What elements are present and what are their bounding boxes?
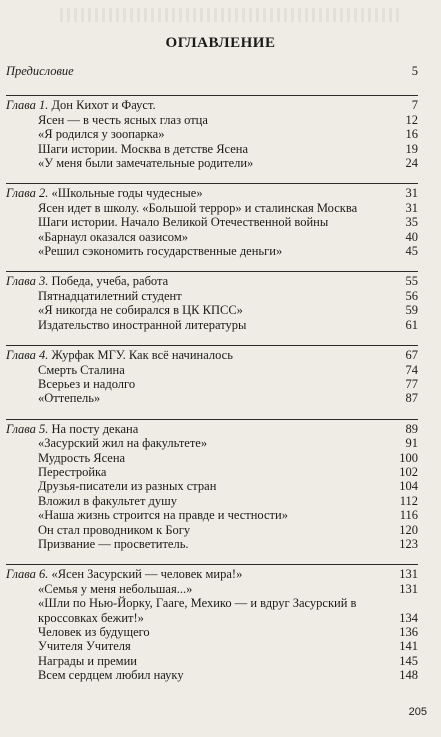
page-title: ОГЛАВЛЕНИЕ: [165, 35, 276, 51]
entry-page-number: 40: [405, 229, 418, 244]
toc-section: [6, 271, 418, 335]
toc-entry-title: [38, 523, 392, 537]
toc-section: [6, 62, 418, 81]
toc-subentry[interactable]: [6, 494, 418, 508]
entry-text: Пятнадцатилетний студент: [38, 288, 182, 303]
entry-text: Мудрость Ясена: [38, 450, 126, 465]
toc-entry-title: [38, 127, 392, 141]
entry-page-number: 74: [405, 362, 418, 377]
entry-text: «Барнаул оказался оазисом»: [38, 229, 188, 244]
toc-subentry[interactable]: [6, 451, 418, 465]
entry-page-number: 24: [405, 156, 418, 171]
entry-page-number: 67: [405, 348, 418, 363]
entry-page-number: 136: [399, 625, 418, 639]
chapter-number: Глава 2.: [6, 186, 49, 201]
entry-text: На посту декана: [51, 421, 139, 436]
entry-text: Дон Кихот и Фауст.: [51, 98, 156, 113]
toc-entry-title: [38, 230, 392, 244]
toc-subentry[interactable]: [6, 639, 418, 653]
entry-text: «Школьные годы чудесные»: [51, 186, 203, 201]
toc-entry-title: [38, 215, 392, 229]
entry-page-number: 16: [405, 127, 418, 142]
toc-entry-title: [38, 465, 392, 479]
toc-chapter-entry[interactable]: [6, 186, 418, 200]
toc-entry-title: [38, 318, 392, 332]
toc-entry-title: [38, 654, 392, 668]
toc-entry-title: [38, 625, 392, 639]
entry-text: «Шли по Нью-Йорку, Гааге, Мехико — и вдруг Засурский в кроссовках бежит!»: [38, 596, 357, 625]
toc-entry-title: [38, 391, 392, 405]
entry-page-number: 19: [405, 141, 418, 156]
toc-subentry[interactable]: [6, 244, 418, 258]
toc-entry-title: [38, 451, 392, 465]
toc-subentry[interactable]: [6, 668, 418, 682]
toc-entry-title: [38, 537, 392, 551]
toc-subentry[interactable]: [6, 537, 418, 551]
entry-text: Всем сердцем любил науку: [38, 668, 184, 683]
toc-entry-title: [38, 508, 392, 522]
entry-text: Вложил в факультет душу: [38, 493, 178, 508]
toc-subentry[interactable]: [6, 465, 418, 479]
toc-entry-title: [6, 274, 392, 288]
entry-page-number: 31: [405, 200, 418, 215]
entry-page-number: 59: [405, 303, 418, 318]
toc-subentry[interactable]: [6, 363, 418, 377]
toc-entry-title: [38, 582, 392, 596]
entry-text: Он стал проводником к Богу: [38, 522, 191, 537]
toc-subentry[interactable]: [6, 508, 418, 522]
toc-subentry[interactable]: [6, 201, 418, 215]
toc-entry-title: [38, 494, 392, 508]
toc-subentry[interactable]: [6, 318, 418, 332]
toc-subentry[interactable]: [6, 113, 418, 127]
toc-entry-title: [6, 98, 392, 112]
entry-page-number: 104: [399, 479, 418, 494]
entry-text: Перестройка: [38, 464, 107, 479]
entry-text: Всерьез и надолго: [38, 376, 136, 391]
entry-page-number: 31: [405, 186, 418, 201]
toc-entry-title: [38, 244, 392, 258]
toc-subentry[interactable]: [6, 377, 418, 391]
toc-subentry[interactable]: [6, 303, 418, 317]
toc-subentry[interactable]: [6, 596, 418, 625]
entry-page-number: 131: [399, 567, 418, 582]
toc-chapter-entry[interactable]: [6, 348, 418, 362]
toc-section: [6, 95, 418, 173]
toc-entry-title: [38, 668, 392, 682]
entry-text: «Решил сэкономить государственные деньги»: [38, 244, 283, 259]
toc-section: [6, 345, 418, 409]
toc-entry-title: [6, 186, 392, 200]
entry-text: «Я никогда не собирался в ЦК КПСС»: [38, 303, 243, 318]
table-of-contents: [6, 62, 418, 686]
toc-subentry[interactable]: [6, 625, 418, 639]
page-number: 205: [408, 706, 427, 718]
entry-page-number: 89: [405, 421, 418, 436]
toc-subentry[interactable]: [6, 142, 418, 156]
entry-text: Награды и премии: [38, 653, 137, 668]
entry-text: Учителя Учителя: [38, 639, 131, 654]
toc-subentry[interactable]: [6, 436, 418, 450]
entry-page-number: 7: [411, 98, 418, 113]
entry-text: «Ясен Засурский — человек мира!»: [51, 567, 243, 582]
toc-entry-title: [6, 348, 392, 362]
toc-entry-title: [38, 113, 392, 127]
toc-subentry[interactable]: [6, 127, 418, 141]
toc-subentry[interactable]: [6, 289, 418, 303]
entry-text: Человек из будущего: [38, 625, 150, 639]
show-through-text: [60, 8, 400, 22]
chapter-number: Глава 4.: [6, 348, 49, 363]
entry-text: Шаги истории. Москва в детстве Ясена: [38, 141, 249, 156]
toc-entry-title: [38, 596, 392, 625]
toc-chapter-entry[interactable]: [6, 274, 418, 288]
entry-text: Ясен — в честь ясных глаз отца: [38, 112, 208, 127]
entry-page-number: 56: [405, 288, 418, 303]
toc-section: [6, 419, 418, 555]
toc-entry-title: [38, 201, 392, 215]
chapter-number: Предисловие: [6, 64, 74, 78]
toc-entry-title: [38, 377, 392, 391]
chapter-number: Глава 5.: [6, 421, 49, 436]
entry-page-number: 102: [399, 464, 418, 479]
entry-text: Смерть Сталина: [38, 362, 125, 377]
toc-entry-title: [6, 64, 392, 78]
entry-page-number: 12: [405, 112, 418, 127]
entry-text: «Засурский жил на факультете»: [38, 436, 208, 451]
toc-subentry[interactable]: [6, 391, 418, 405]
toc-entry-title: [38, 289, 392, 303]
entry-page-number: 145: [399, 653, 418, 668]
toc-chapter-entry[interactable]: [6, 567, 418, 581]
entry-page-number: 91: [405, 436, 418, 451]
entry-page-number: 148: [399, 668, 418, 683]
toc-entry-title: [38, 303, 392, 317]
toc-subentry[interactable]: [6, 215, 418, 229]
toc-chapter-entry[interactable]: [6, 422, 418, 436]
entry-text: «Я родился у зоопарка»: [38, 127, 165, 142]
toc-entry-title: [38, 363, 392, 377]
entry-page-number: 100: [399, 450, 418, 465]
entry-text: «Оттепель»: [38, 391, 101, 406]
entry-text: Издательство иностранной литературы: [38, 317, 247, 332]
toc-section: [6, 564, 418, 685]
entry-text: Победа, учеба, работа: [51, 274, 169, 289]
toc-subentry[interactable]: [6, 582, 418, 596]
entry-text: Призвание — просветитель.: [38, 536, 189, 551]
toc-chapter-entry[interactable]: [6, 64, 418, 78]
entry-text: «У меня были замечательные родители»: [38, 156, 254, 171]
chapter-number: Глава 6.: [6, 567, 49, 582]
chapter-number: Глава 3.: [6, 274, 49, 289]
entry-page-number: 141: [399, 639, 418, 654]
toc-entry-title: [38, 142, 392, 156]
toc-section: [6, 183, 418, 261]
entry-page-number: 120: [399, 522, 418, 537]
toc-subentry[interactable]: [6, 523, 418, 537]
entry-page-number: 123: [399, 536, 418, 551]
toc-entry-title: [38, 156, 392, 170]
entry-page-number: 134: [399, 610, 418, 625]
entry-text: Журфак МГУ. Как всё начиналось: [51, 348, 233, 363]
entry-text: «Наша жизнь строится на правде и честности»: [38, 508, 288, 523]
entry-page-number: 55: [405, 274, 418, 289]
toc-entry-title: [38, 479, 392, 493]
entry-text: Ясен идет в школу. «Большой террор» и сталинская Москва: [38, 200, 358, 215]
entry-page-number: 112: [399, 493, 418, 508]
toc-entry-title: [6, 422, 392, 436]
entry-page-number: 45: [405, 244, 418, 259]
entry-page-number: 116: [399, 508, 418, 523]
toc-subentry[interactable]: [6, 156, 418, 170]
entry-page-number: 77: [405, 376, 418, 391]
chapter-number: Глава 1.: [6, 98, 49, 113]
toc-entry-title: [38, 639, 392, 653]
entry-text: «Семья у меня небольшая...»: [38, 581, 193, 596]
toc-chapter-entry[interactable]: [6, 98, 418, 112]
entry-page-number: 35: [405, 215, 418, 230]
entry-text: Шаги истории. Начало Великой Отечественной войны: [38, 215, 329, 230]
toc-subentry[interactable]: [6, 654, 418, 668]
entry-page-number: 5: [411, 64, 418, 78]
toc-subentry[interactable]: [6, 479, 418, 493]
entry-text: Друзья-писатели из разных стран: [38, 479, 217, 494]
toc-subentry[interactable]: [6, 230, 418, 244]
entry-page-number: 87: [405, 391, 418, 406]
entry-page-number: 131: [399, 581, 418, 596]
entry-page-number: 61: [405, 317, 418, 332]
toc-entry-title: [6, 567, 392, 581]
toc-entry-title: [38, 436, 392, 450]
